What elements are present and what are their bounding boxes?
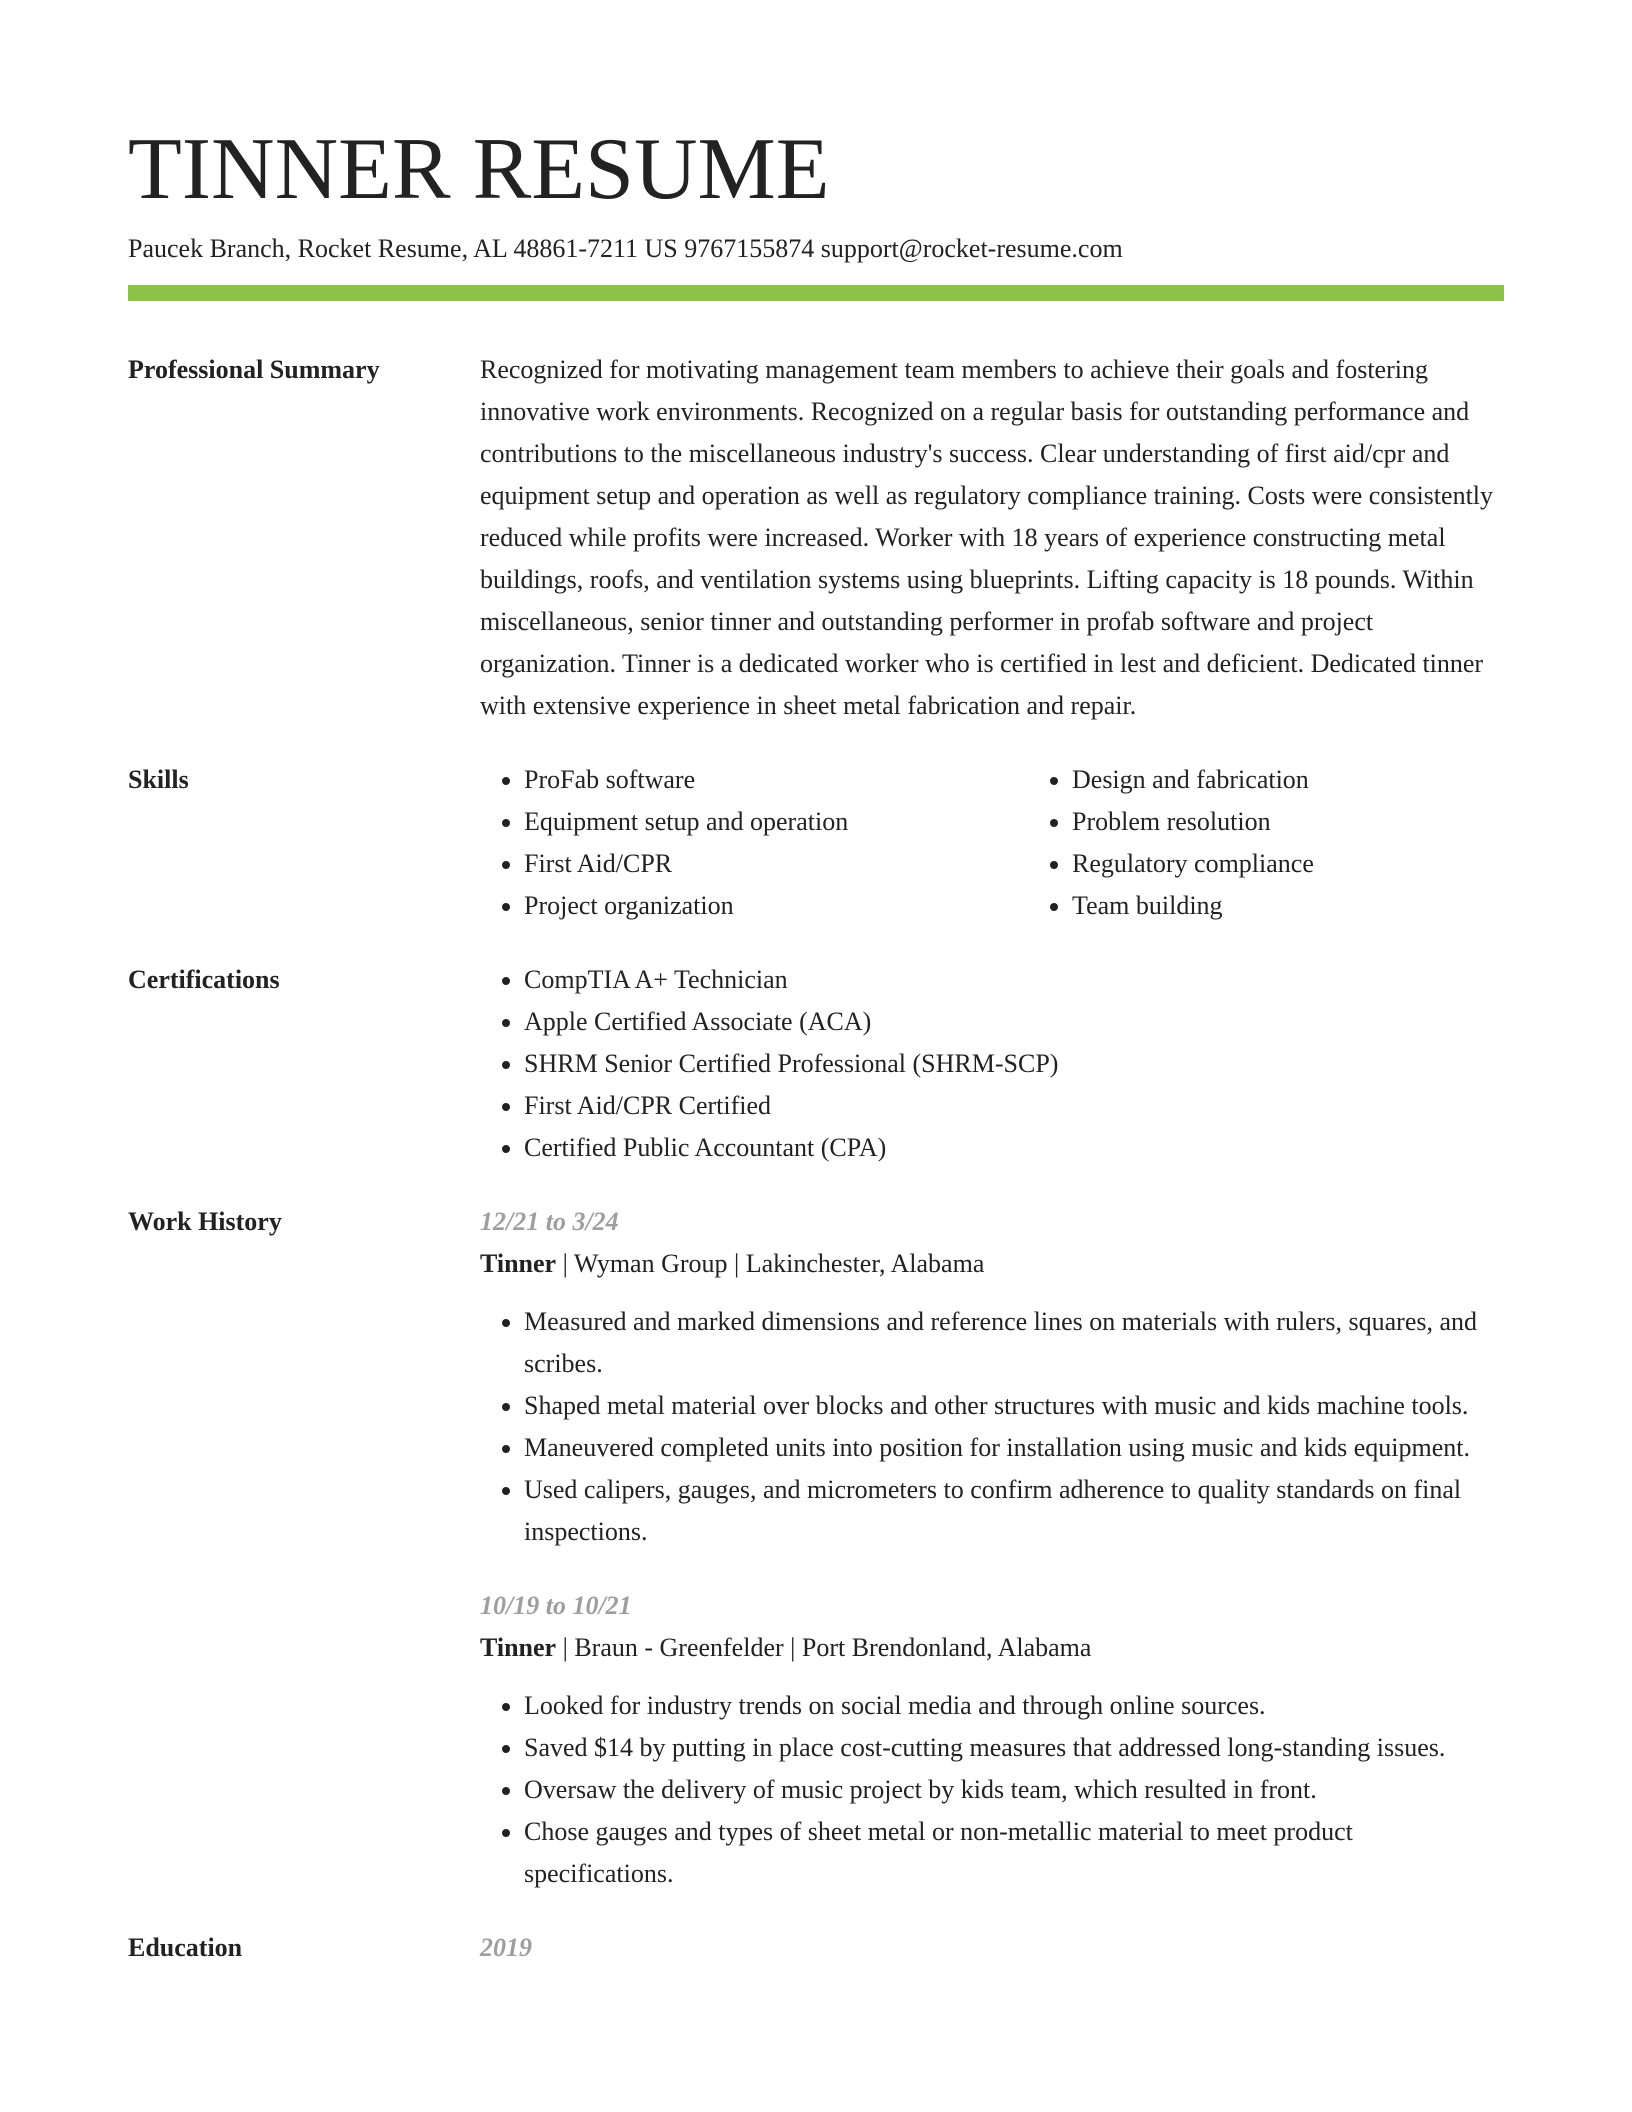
skill-item: • First Aid/CPR [524, 843, 1028, 885]
skills-list-left [480, 759, 1028, 927]
skills-body [480, 759, 1504, 927]
job-dates: 12/21 to 3/24 [480, 1207, 619, 1236]
skills-heading: Skills [128, 765, 189, 794]
work-history-body [480, 1201, 1504, 1895]
contact-line [128, 231, 1123, 267]
education-date: 2019 [480, 1933, 532, 1962]
contact-phone: 9767155874 [684, 234, 815, 263]
job-bullets [480, 1685, 1504, 1895]
skill-item: • Team building [1072, 885, 1576, 927]
job-position: Tinner [480, 1633, 557, 1662]
certifications-heading: Certifications [128, 965, 280, 994]
job-bullet: • Saved $14 by putting in place cost-cutting measures that addressed long-standing issues. [524, 1727, 1504, 1769]
job-dates: 10/19 to 10/21 [480, 1591, 632, 1620]
skills-grid [480, 759, 1504, 927]
job-entry [480, 1201, 1504, 1553]
summary-text: Recognized for motivating management team members to achieve their goals and fostering innovative work environments. Recognized on a regular basis for outstanding performance and contributions to the miscellaneous industry's success. Clear understanding of first aid/cpr and equipment setup and operation as well as regulatory compliance training. Costs were consistently reduced while profits were increased. Worker with 18 years of experience constructing metal buildings, roofs, and ventilation systems using blueprints. Lifting capacity is 18 pounds. Within miscellaneous, senior tinner and outstanding performer in profab software and project organization. Tinner is a dedicated worker who is certified in lest and deficient. Dedicated tinner with extensive experience in sheet metal fabrication and repair. [480, 355, 1494, 720]
certification-item: • Apple Certified Associate (ACA) [524, 1001, 1504, 1043]
skill-item: • Design and fabrication [1072, 759, 1576, 801]
job-bullet: • Maneuvered completed units into position for installation using music and kids equipment. [524, 1427, 1504, 1469]
contact-email: support@rocket-resume.com [820, 234, 1123, 263]
job-bullet: • Shaped metal material over blocks and other structures with music and kids machine tools. [524, 1385, 1504, 1427]
certifications-body [480, 959, 1504, 1169]
job-company-location: | Braun - Greenfelder | Port Brendonland, Alabama [556, 1633, 1092, 1662]
job-bullets [480, 1301, 1504, 1553]
skills-list-right [1028, 759, 1576, 927]
job-entry [480, 1585, 1504, 1895]
job-company-location: | Wyman Group | Lakinchester, Alabama [556, 1249, 985, 1278]
job-title-line [480, 1627, 1504, 1669]
certifications-list [480, 959, 1504, 1169]
certification-item: • CompTIA A+ Technician [524, 959, 1504, 1001]
header-divider [128, 285, 1504, 301]
summary-section [128, 349, 1504, 727]
job-bullet: • Measured and marked dimensions and reference lines on materials with rulers, squares, and scribes. [524, 1301, 1504, 1385]
certifications-section [128, 959, 1504, 1169]
resume-name: TINNER RESUME [128, 121, 830, 218]
certification-item: • First Aid/CPR Certified [524, 1085, 1504, 1127]
skill-item: • Equipment setup and operation [524, 801, 1028, 843]
certification-item: • SHRM Senior Certified Professional (SHRM-SCP) [524, 1043, 1504, 1085]
job-title-line [480, 1243, 1504, 1285]
job-bullet: • Used calipers, gauges, and micrometers to confirm adherence to quality standards on final inspections. [524, 1469, 1504, 1553]
education-section [128, 1927, 1504, 1969]
skill-item: • Project organization [524, 885, 1028, 927]
summary-body [480, 349, 1504, 727]
job-bullet: • Looked for industry trends on social media and through online sources. [524, 1685, 1504, 1727]
education-heading: Education [128, 1933, 243, 1962]
work-history-section [128, 1201, 1504, 1895]
work-history-heading: Work History [128, 1207, 282, 1236]
skill-item: • Regulatory compliance [1072, 843, 1576, 885]
skills-section [128, 759, 1504, 927]
resume-content [128, 349, 1504, 1969]
summary-heading: Professional Summary [128, 355, 380, 384]
education-body [480, 1927, 1504, 1969]
job-position: Tinner [480, 1249, 557, 1278]
contact-address: Paucek Branch, Rocket Resume, AL 48861-7211 US [128, 234, 678, 263]
skill-item: • Problem resolution [1072, 801, 1576, 843]
job-bullet: • Oversaw the delivery of music project by kids team, which resulted in front. [524, 1769, 1504, 1811]
job-bullet: • Chose gauges and types of sheet metal or non-metallic material to meet product specifications. [524, 1811, 1504, 1895]
skill-item: • ProFab software [524, 759, 1028, 801]
certification-item: • Certified Public Accountant (CPA) [524, 1127, 1504, 1169]
